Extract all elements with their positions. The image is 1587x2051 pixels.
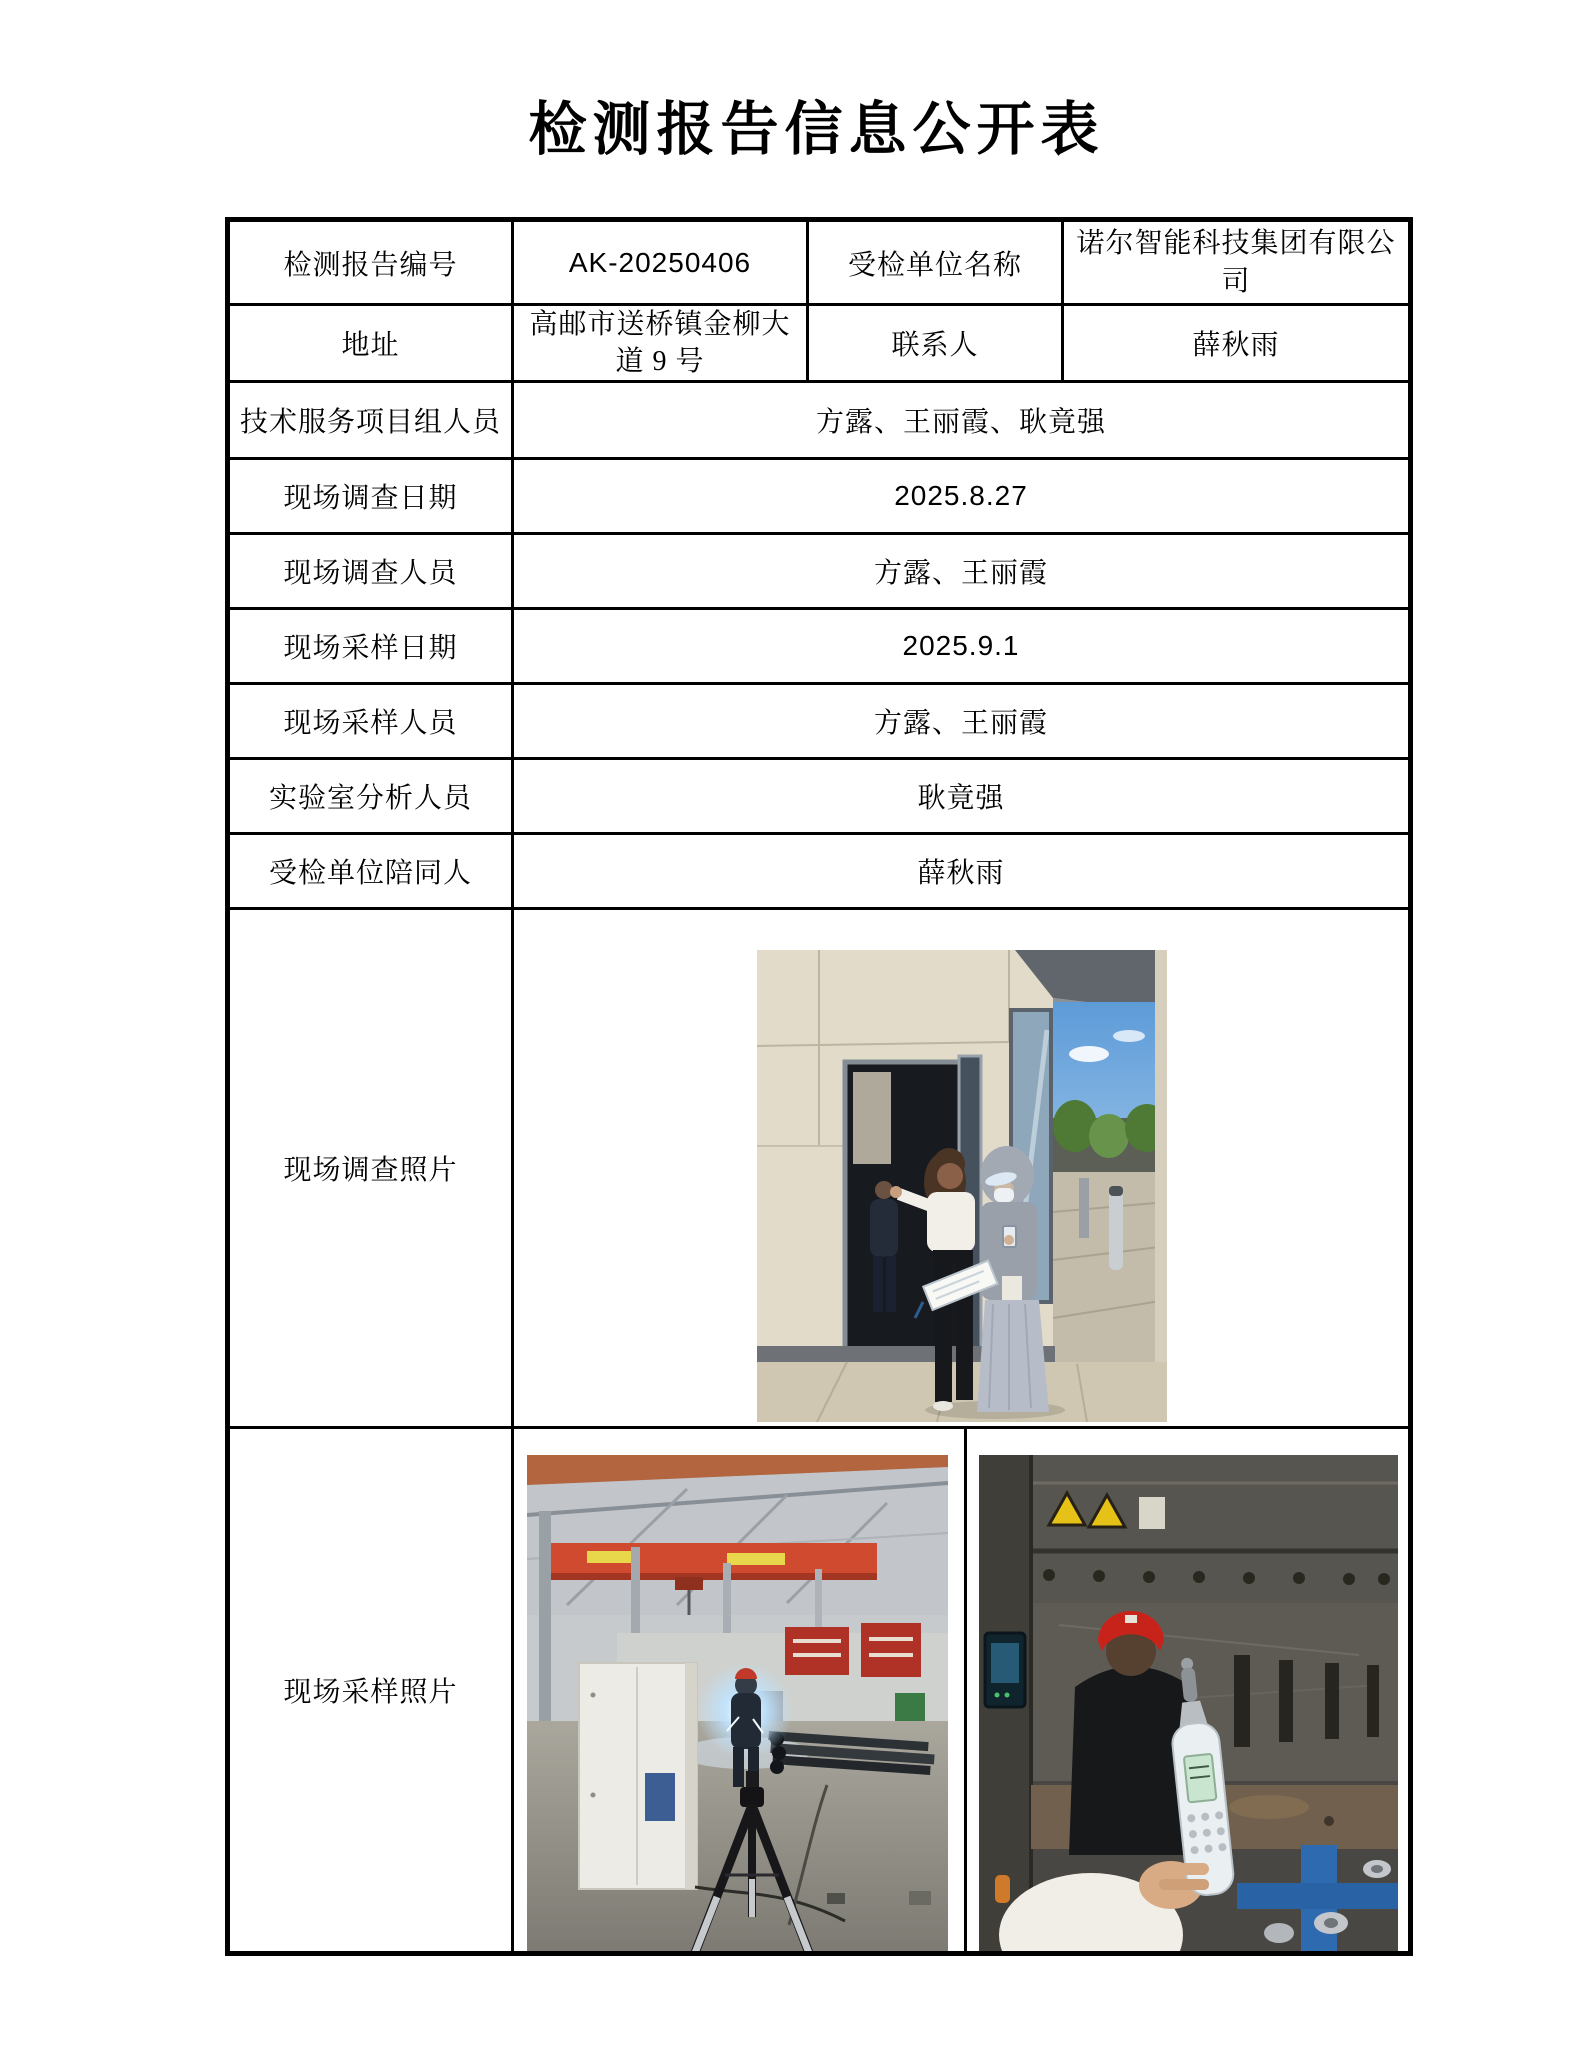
gate-post [1079,1178,1089,1238]
table-row [228,684,1411,759]
sampling-photo-workshop [527,1455,948,1953]
survey-photo-label: 现场调查照片 [228,909,513,1428]
red-banner [861,1623,921,1677]
lab-analyst-label: 实验室分析人员 [228,759,513,834]
table-row [228,834,1411,909]
workshop-roof [527,1455,948,1615]
table-row [228,382,1411,459]
equipment-cabinet [579,1663,697,1889]
sampling-photo-cell [513,1428,1411,1954]
page-title: 检测报告信息公开表 [528,97,1105,162]
project-team-label: 技术服务项目组人员 [228,382,513,459]
table-row [228,305,1411,382]
survey-date-value: 2025.8.27 [513,459,1411,534]
report-number-label: 检测报告编号 [228,220,513,305]
sampling-staff-label: 现场采样人员 [228,684,513,759]
cell-divider [964,1429,967,1951]
outdoor-scene [1053,950,1167,1364]
project-team-value: 方露、王丽霞、耿竟强 [513,382,1411,459]
table-row [228,909,1411,1428]
accompanying-person-label: 受检单位陪同人 [228,834,513,909]
table-row [228,534,1411,609]
address-value: 高邮市送桥镇金柳大道 9 号 [513,305,808,382]
survey-staff-value: 方露、王丽霞 [513,534,1411,609]
table-row [228,459,1411,534]
inspected-unit-value: 诺尔智能科技集团有限公司 [1063,220,1411,305]
address-label: 地址 [228,305,513,382]
inspected-unit-label: 受检单位名称 [808,220,1063,305]
report-table [225,217,1413,1956]
sampling-date-value: 2025.9.1 [513,609,1411,684]
site-survey-photo [757,950,1167,1422]
sampling-photo-label: 现场采样照片 [228,1428,513,1954]
table-row [228,1428,1411,1954]
report-number-value: AK-20250406 [513,220,808,305]
table-row [228,220,1411,305]
warning-triangle-icon [1049,1493,1165,1529]
sampling-date-label: 现场采样日期 [228,609,513,684]
sampling-photo-meter [979,1455,1398,1953]
red-banner [785,1627,849,1675]
contact-label: 联系人 [808,305,1063,382]
machine-left-column [979,1455,1031,1953]
curtain [853,1072,891,1164]
survey-date-label: 现场调查日期 [228,459,513,534]
orange-handle [995,1875,1010,1903]
contact-value: 薛秋雨 [1063,305,1411,382]
lab-analyst-value: 耿竟强 [513,759,1411,834]
gray-skirt [977,1300,1049,1412]
accompanying-person-value: 薛秋雨 [513,834,1411,909]
table-row [228,759,1411,834]
sampling-staff-value: 方露、王丽霞 [513,684,1411,759]
survey-photo-cell [513,909,1411,1428]
bollard [1109,1186,1123,1270]
table-row [228,609,1411,684]
survey-staff-label: 现场调查人员 [228,534,513,609]
